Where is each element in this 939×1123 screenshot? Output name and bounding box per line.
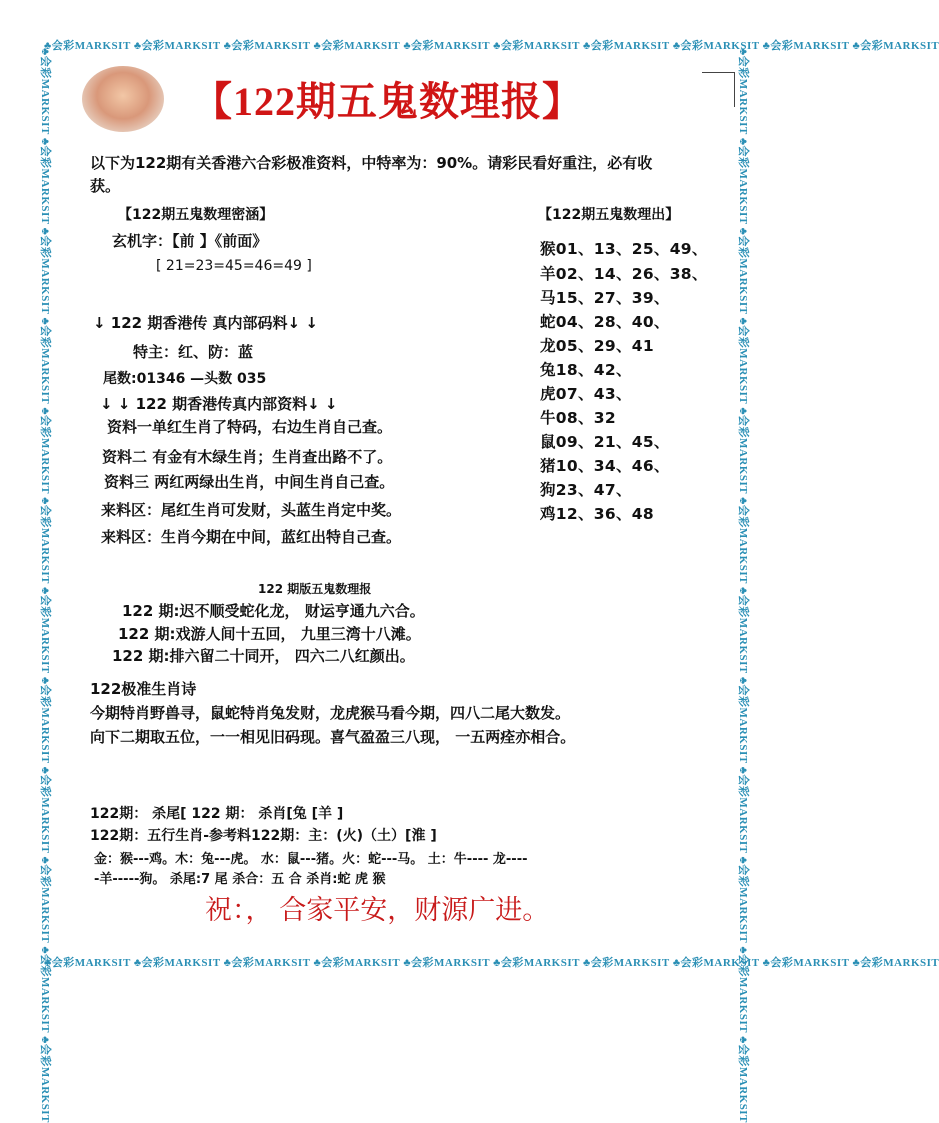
border-right (737, 48, 756, 1123)
poem-block-heading: 122 期版五鬼数理报 (258, 582, 372, 596)
zodiac-row: 兔18、42、 (540, 361, 632, 379)
secret-formula: [ 21=23=45=46=49 ] (156, 258, 312, 274)
border-right-text: ♣会彩MARKSIT ♣会彩MARKSIT ♣会彩MARKSIT ♣会彩MARKSIT ♣会彩MARKSIT ♣会彩MARKSIT ♣会彩MARKSIT ♣会彩MARKSIT ♣会彩MARKSIT ♣会彩MARKSIT ♣会彩MARKSIT ♣会彩MARKSIT (737, 48, 749, 1123)
blessing-text: 祝：， 合家平安，财源广进。 (205, 895, 550, 925)
secret-xuanji: 玄机字：【前 】《前面》 (112, 232, 268, 250)
intro-line-2: 获。 (90, 177, 121, 195)
zodiac-row: 牛08、32 (540, 409, 616, 427)
poem-block-line: 122 期:戏游人间十五回， 九里三湾十八滩。 (118, 625, 421, 643)
border-bottom-text: ♣会彩MARKSIT ♣会彩MARKSIT ♣会彩MARKSIT ♣会彩MARKSIT ♣会彩MARKSIT ♣会彩MARKSIT ♣会彩MARKSIT ♣会彩MARKSIT ♣会彩MARKSIT ♣会彩MARKSIT (44, 957, 939, 969)
internal-tezhu: 特主：红、防：蓝 (133, 343, 254, 361)
border-top (44, 38, 939, 54)
bottom-line-1: 122期： 杀尾[ 122 期： 杀肖[兔 [羊 ] (90, 806, 344, 822)
avatar (82, 66, 164, 132)
bottom-line-4: -羊-----狗。 杀尾:7 尾 杀合：五 合 杀肖:蛇 虎 猴 (94, 872, 386, 887)
internal-heading-2: ↓ ↓ 122 期香港传真内部资料↓ ↓ (100, 395, 338, 413)
internal-item: 来料区：生肖今期在中间，蓝红出特自己查。 (101, 528, 402, 546)
zodiac-row: 虎07、43、 (540, 385, 632, 403)
zodiac-row: 蛇04、28、40、 (540, 313, 670, 331)
internal-heading-1: ↓ 122 期香港传 真内部码料↓ ↓ (93, 314, 318, 332)
zodiac-row: 羊02、14、26、38、 (540, 265, 708, 283)
internal-item: 资料三 两红两绿出生肖，中间生肖自己查。 (104, 473, 395, 491)
poem-block-line: 122 期:迟不顺受蛇化龙， 财运亨通九六合。 (122, 602, 425, 620)
zodiac-row: 鸡12、36、48 (540, 505, 654, 523)
border-left-text: ♣会彩MARKSIT ♣会彩MARKSIT ♣会彩MARKSIT ♣会彩MARKSIT ♣会彩MARKSIT ♣会彩MARKSIT ♣会彩MARKSIT ♣会彩MARKSIT ♣会彩MARKSIT ♣会彩MARKSIT ♣会彩MARKSIT ♣会彩MARKSIT (39, 48, 51, 1123)
poem-block-line: 122 期:排六留二十同开， 四六二八红颜出。 (112, 647, 415, 665)
zodiac-row: 马15、27、39、 (540, 289, 670, 307)
zodiac-row: 猴01、13、25、49、 (540, 240, 708, 258)
internal-item: 来料区：尾红生肖可发财，头蓝生肖定中奖。 (101, 501, 402, 519)
corner-mark (702, 72, 735, 107)
poem2-heading: 122极准生肖诗 (90, 680, 197, 698)
border-top-text: ♣会彩MARKSIT ♣会彩MARKSIT ♣会彩MARKSIT ♣会彩MARKSIT ♣会彩MARKSIT ♣会彩MARKSIT ♣会彩MARKSIT ♣会彩MARKSIT ♣会彩MARKSIT ♣会彩MARKSIT (44, 40, 939, 52)
zodiac-row: 鼠09、21、45、 (540, 433, 670, 451)
internal-item: 资料一单红生肖了特码，右边生肖自己查。 (107, 418, 393, 436)
page-title: 【122期五鬼数理报】 (192, 79, 583, 124)
zodiac-row: 龙05、29、41 (540, 337, 654, 355)
bottom-line-2: 122期：五行生肖-参考料122期：主：(火)（土）[淮 ] (90, 828, 437, 844)
border-bottom (44, 955, 939, 971)
secret-heading: 【122期五鬼数理密涵】 (118, 207, 274, 223)
zodiac-heading: 【122期五鬼数理出】 (538, 207, 680, 223)
internal-item: 资料二 有金有木绿生肖；生肖查出路不了。 (102, 448, 393, 466)
zodiac-row: 狗23、47、 (540, 481, 632, 499)
internal-weishu: 尾数:01346 —头数 035 (103, 371, 267, 387)
intro-line-1: 以下为122期有关香港六合彩极准资料，中特率为：90%。请彩民看好重注，必有收 (90, 154, 653, 172)
poem2-line-1: 今期特肖野兽寻，鼠蛇特肖兔发财，龙虎猴马看今期，四八二尾大数发。 (90, 704, 571, 722)
poem2-line-2: 向下二期取五位，一一相见旧码现。喜气盈盈三八现， 一五两痊亦相合。 (90, 728, 576, 746)
bottom-line-3: 金：猴---鸡。木：兔---虎。 水：鼠---猪。火：蛇---马。 土：牛---- 龙---- (94, 852, 528, 867)
border-left (39, 48, 58, 1123)
zodiac-row: 猪10、34、46、 (540, 457, 670, 475)
